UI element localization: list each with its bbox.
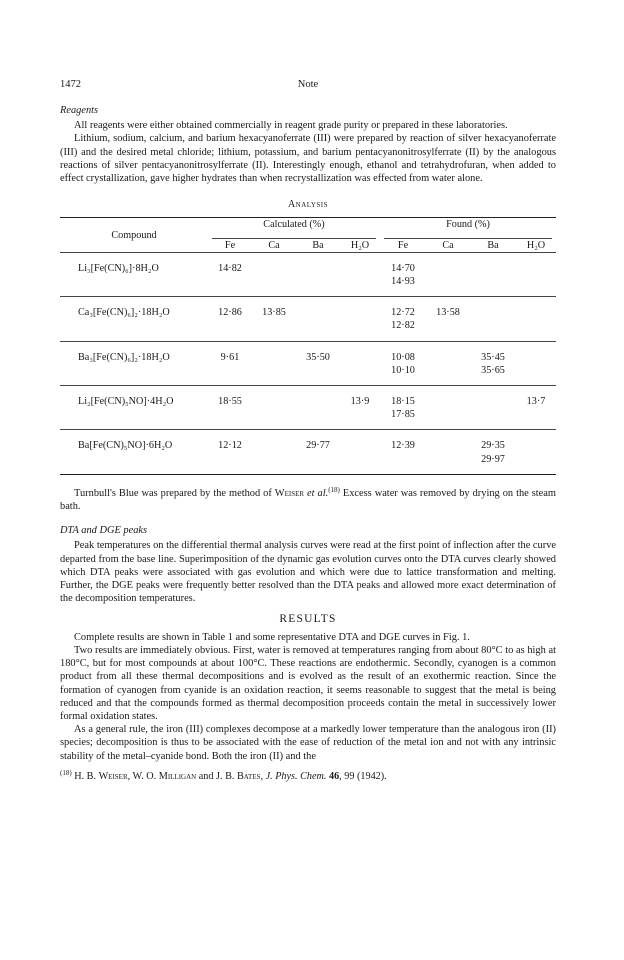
turnbull-etal: et al.: [304, 487, 329, 499]
compound-cell: Ca₃[Fe(CN)₆]₂·18H₂O: [78, 307, 170, 319]
value-cell-calc-h2o: [340, 297, 380, 341]
value-cell-found-ba: 29·35 29·97: [481, 440, 505, 465]
footnote-volume: 46: [328, 770, 340, 782]
footnote-mark: (18): [60, 768, 72, 777]
value-cell-found-h2o: [516, 341, 556, 385]
value-cell-found-fe: 12·39: [391, 440, 415, 452]
col-header-found-ca: Ca: [442, 239, 454, 251]
table-row: [60, 341, 556, 385]
footnote-authors-b: , W. O.: [127, 770, 159, 782]
col-header-calc-ca: Ca: [268, 239, 280, 251]
journal-page: [60, 78, 556, 783]
value-cell-calc-ba: 29·77: [306, 440, 330, 452]
footnote-author-weiser: Weiser: [98, 770, 128, 782]
dta-heading: DTA and DGE peaks: [60, 525, 148, 537]
table-header-row-1: [60, 218, 556, 239]
value-cell-found-h2o: [516, 297, 556, 341]
value-cell-found-ca: 13·58: [436, 307, 460, 319]
col-header-found-h2o: H₂O: [526, 239, 546, 251]
col-header-found-ba: Ba: [487, 239, 499, 251]
col-header-calc-ba: Ba: [312, 239, 324, 251]
running-title: Note: [297, 79, 319, 90]
compound-cell: Ba[Fe(CN)₅NO]·6H₂O: [78, 440, 173, 452]
value-cell-found-ca: [426, 252, 470, 296]
value-cell-calc-h2o: [340, 430, 380, 474]
value-cell-found-ba: [470, 252, 516, 296]
results-paragraph-2: Two results are immediately obvious. First, water is removed at temperatures ranging from about 80°C to as high at 180°C, but for most compounds at about 100°C. These reactions are endothermic. Secondly, cyanogen is a common product from all these thermal decompositions and is evolved as the result of an exothermic reaction. Since the formation of cyanogen from cyanide is an oxidation reaction, it seems reasonable to suggest that the metal is being reduced and that the compounds formed as thermal decomposition proceeds contain the metal in successively lower formal oxidation states.: [60, 644, 556, 722]
value-cell-calc-ca: [252, 386, 296, 430]
col-header-calc-h2o: H₂O: [350, 239, 370, 251]
analysis-table: [60, 217, 556, 474]
footnote: [60, 770, 556, 783]
reagents-paragraph-1: All reagents were either obtained commercially in reagent grade purity or prepared in these laboratories.: [74, 120, 508, 132]
found-header: Found (%): [384, 218, 552, 238]
footnote-authors-a: H. B.: [71, 770, 99, 782]
value-cell-calc-fe: 18·55: [218, 396, 242, 408]
table-title: Analysis: [287, 199, 329, 211]
turnbull-text-b: Excess water was removed by drying on the steam bath.: [60, 487, 556, 513]
compound-cell: Li₂[Fe(CN)₅NO]·4H₂O: [78, 396, 174, 408]
value-cell-calc-ba: [296, 386, 340, 430]
value-cell-found-h2o: [516, 430, 556, 474]
footnote-authors-c: and J. B.: [196, 770, 237, 782]
reagents-heading: Reagents: [60, 105, 99, 116]
value-cell-calc-fe: 12·86: [218, 307, 242, 319]
value-cell-calc-ba: [296, 297, 340, 341]
value-cell-calc-h2o: [340, 252, 380, 296]
value-cell-calc-ca: [252, 430, 296, 474]
col-header-found-fe: Fe: [397, 239, 409, 251]
footnote-author-milligan: Milligan: [158, 770, 197, 782]
turnbull-text-a: Turnbull's Blue was prepared by the method of: [74, 487, 275, 499]
turnbull-paragraph: [60, 487, 556, 513]
value-cell-calc-h2o: [340, 341, 380, 385]
calculated-header: Calculated (%): [212, 218, 376, 238]
table-row: [60, 297, 556, 341]
footnote-journal: , J. Phys. Chem.: [260, 770, 329, 782]
value-cell-found-fe: 14·70 14·93: [391, 262, 415, 288]
compound-header: Compound: [111, 229, 157, 241]
value-cell-calc-ba: 35·50: [306, 351, 330, 363]
value-cell-found-ca: [426, 386, 470, 430]
value-cell-found-ca: [426, 430, 470, 474]
compound-cell: Ba₃[Fe(CN)₆]₂·18H₂O: [78, 351, 170, 363]
value-cell-calc-ca: 13·85: [262, 307, 286, 319]
results-paragraph-1: Complete results are shown in Table 1 and some representative DTA and DGE curves in Fig. 1.: [74, 631, 470, 643]
turnbull-author: Weiser: [274, 487, 305, 499]
reagents-paragraph-2: Lithium, sodium, calcium, and barium hexacyanoferrate (III) were prepared by reaction of silver hexacyanoferrate (III) and the desired metal chloride; lithium, potassium, and barium pentacyanonitrosylferrate (II) by the analogous reactions of silver pentacyanonitrosylferrate (II). Interestingly enough, ethanol and tetrahydrofuran, when added to effect crystallization, gave higher hydrates than when recrystallization was effected from water alone.: [60, 133, 556, 185]
value-cell-found-fe: 10·08 10·10: [391, 351, 415, 376]
value-cell-calc-ba: [296, 252, 340, 296]
value-cell-found-fe: 12·72 12·82: [391, 307, 415, 332]
value-cell-calc-ca: [252, 341, 296, 385]
results-heading: RESULTS: [279, 613, 337, 626]
value-cell-found-ba: [470, 297, 516, 341]
dta-paragraph: Peak temperatures on the differential thermal analysis curves were read at the first point of inflection after the curve departed from the base line. Superimposition of the dynamic gas evolution curves onto the DTA curves clearly showed which DTA peaks were associated with gas evolution and which were due to lattice transformation and melting. Further, the DGE peaks were frequently better resolved than the DTA peaks and allowed more exact determination of the decomposition temperatures.: [60, 540, 556, 605]
table-row: [60, 252, 556, 296]
value-cell-calc-fe: 12·12: [218, 440, 242, 452]
value-cell-found-ba: [470, 386, 516, 430]
page-number: 1472: [60, 79, 81, 90]
value-cell-found-ca: [426, 341, 470, 385]
value-cell-calc-h2o: 13·9: [350, 396, 370, 408]
value-cell-found-h2o: [516, 252, 556, 296]
table-row: [60, 386, 556, 430]
compound-cell: Li₃[Fe(CN)₆]·8H₂O: [78, 262, 159, 274]
value-cell-found-fe: 18·15 17·85: [391, 396, 415, 421]
footnote-pages: , 99 (1942).: [339, 770, 387, 782]
footnote-author-bates: Bates: [236, 770, 261, 782]
table-row: [60, 430, 556, 474]
value-cell-calc-fe: 14·82: [218, 262, 242, 274]
results-paragraph-3: As a general rule, the iron (III) complexes decompose at a markedly lower temperature than the analogous iron (II) species; decomposition is thus to be associated with the ease of reduction of the metal ion and not with any intrinsic stability of the metal–cyanide bond. Both the iron (II) and the: [60, 724, 556, 762]
running-header: [60, 78, 556, 92]
col-header-calc-fe: Fe: [224, 239, 236, 251]
value-cell-calc-ca: [252, 252, 296, 296]
turnbull-ref: (18): [328, 485, 340, 494]
value-cell-calc-fe: 9·61: [220, 351, 240, 363]
value-cell-found-ba: 35·45 35·65: [481, 351, 505, 376]
value-cell-found-h2o: 13·7: [526, 396, 546, 408]
